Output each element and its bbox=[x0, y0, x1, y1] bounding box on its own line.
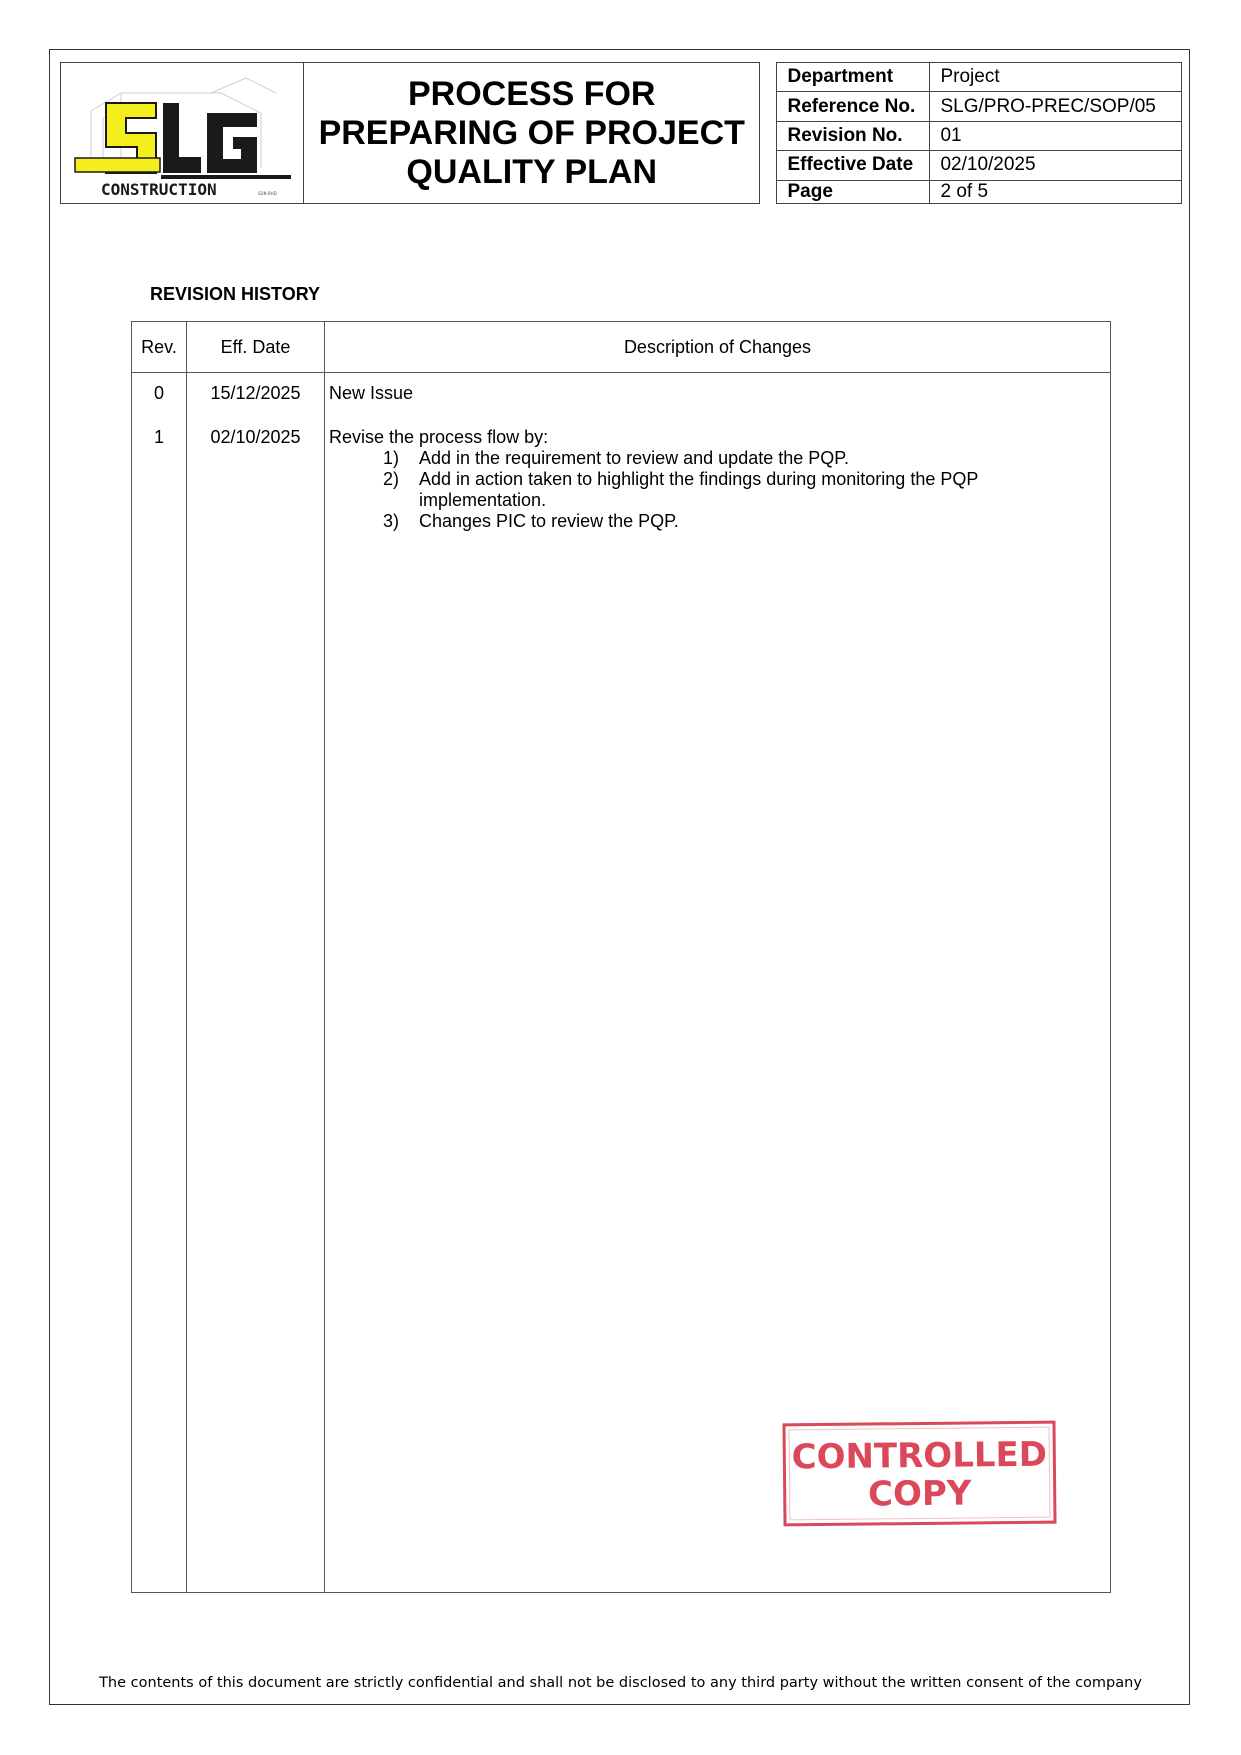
meta-value: 01 bbox=[930, 121, 1182, 150]
company-logo bbox=[60, 62, 304, 204]
title-line: QUALITY PLAN bbox=[406, 152, 658, 191]
document-title-cell bbox=[304, 62, 760, 204]
date-column bbox=[187, 373, 325, 1593]
meta-row-revision bbox=[777, 121, 1182, 150]
meta-row-effective-date bbox=[777, 151, 1182, 180]
meta-value: Project bbox=[930, 63, 1182, 92]
list-number: 2) bbox=[382, 469, 399, 489]
column-header-rev: Rev. bbox=[132, 322, 187, 373]
meta-label: Revision No. bbox=[777, 121, 930, 150]
logo-suffix: SDN BHD bbox=[258, 191, 277, 196]
list-number: 1) bbox=[382, 448, 399, 468]
table-header-row bbox=[132, 322, 1111, 373]
list-text: Add in action taken to highlight the findings during monitoring the PQP implementation. bbox=[419, 469, 979, 510]
meta-row-reference bbox=[777, 92, 1182, 121]
document-header bbox=[60, 62, 1182, 204]
revision-history-table bbox=[131, 321, 1111, 1593]
effective-date: 02/10/2025 bbox=[210, 427, 301, 447]
list-number: 3) bbox=[382, 511, 399, 531]
description-column bbox=[325, 373, 1111, 1593]
change-list bbox=[329, 448, 1110, 532]
list-item bbox=[329, 448, 1110, 469]
stamp-line: COPY bbox=[867, 1473, 972, 1515]
table-row bbox=[132, 373, 1111, 1593]
meta-row-department bbox=[777, 63, 1182, 92]
meta-value: SLG/PRO-PREC/SOP/05 bbox=[930, 92, 1182, 121]
change-description: Revise the process flow by: bbox=[329, 427, 549, 447]
meta-row-page bbox=[777, 180, 1182, 203]
document-title bbox=[312, 75, 752, 192]
list-text: Add in the requirement to review and update the PQP. bbox=[419, 448, 849, 468]
rev-column bbox=[132, 373, 187, 1593]
section-heading: REVISION HISTORY bbox=[150, 284, 321, 304]
meta-label: Effective Date bbox=[777, 151, 930, 180]
rev-number: 1 bbox=[153, 427, 164, 447]
confidentiality-footer: The contents of this document are strictly confidential and shall not be disclosed to any third party without the written consent of the company bbox=[99, 1675, 1142, 1691]
change-description: New Issue bbox=[329, 383, 414, 403]
list-item bbox=[329, 511, 1110, 532]
column-header-date: Eff. Date bbox=[187, 322, 325, 373]
list-item bbox=[329, 469, 1110, 511]
logo-subtitle: CONSTRUCTION bbox=[101, 180, 217, 199]
rev-number: 0 bbox=[153, 383, 164, 403]
meta-label: Department bbox=[777, 63, 930, 92]
meta-label: Reference No. bbox=[777, 92, 930, 121]
effective-date: 15/12/2025 bbox=[210, 383, 301, 403]
document-meta-table bbox=[776, 62, 1182, 204]
column-header-description: Description of Changes bbox=[325, 322, 1111, 373]
title-line: PREPARING OF PROJECT bbox=[318, 113, 745, 152]
list-text: Changes PIC to review the PQP. bbox=[419, 511, 679, 531]
meta-value: 02/10/2025 bbox=[930, 151, 1182, 180]
meta-label: Page bbox=[777, 180, 930, 203]
controlled-copy-stamp bbox=[782, 1421, 1056, 1527]
title-line: PROCESS FOR bbox=[407, 74, 656, 113]
stamp-line: CONTROLLED bbox=[791, 1434, 1048, 1478]
meta-value: 2 of 5 bbox=[930, 180, 1182, 203]
slg-construction-logo bbox=[61, 63, 303, 203]
